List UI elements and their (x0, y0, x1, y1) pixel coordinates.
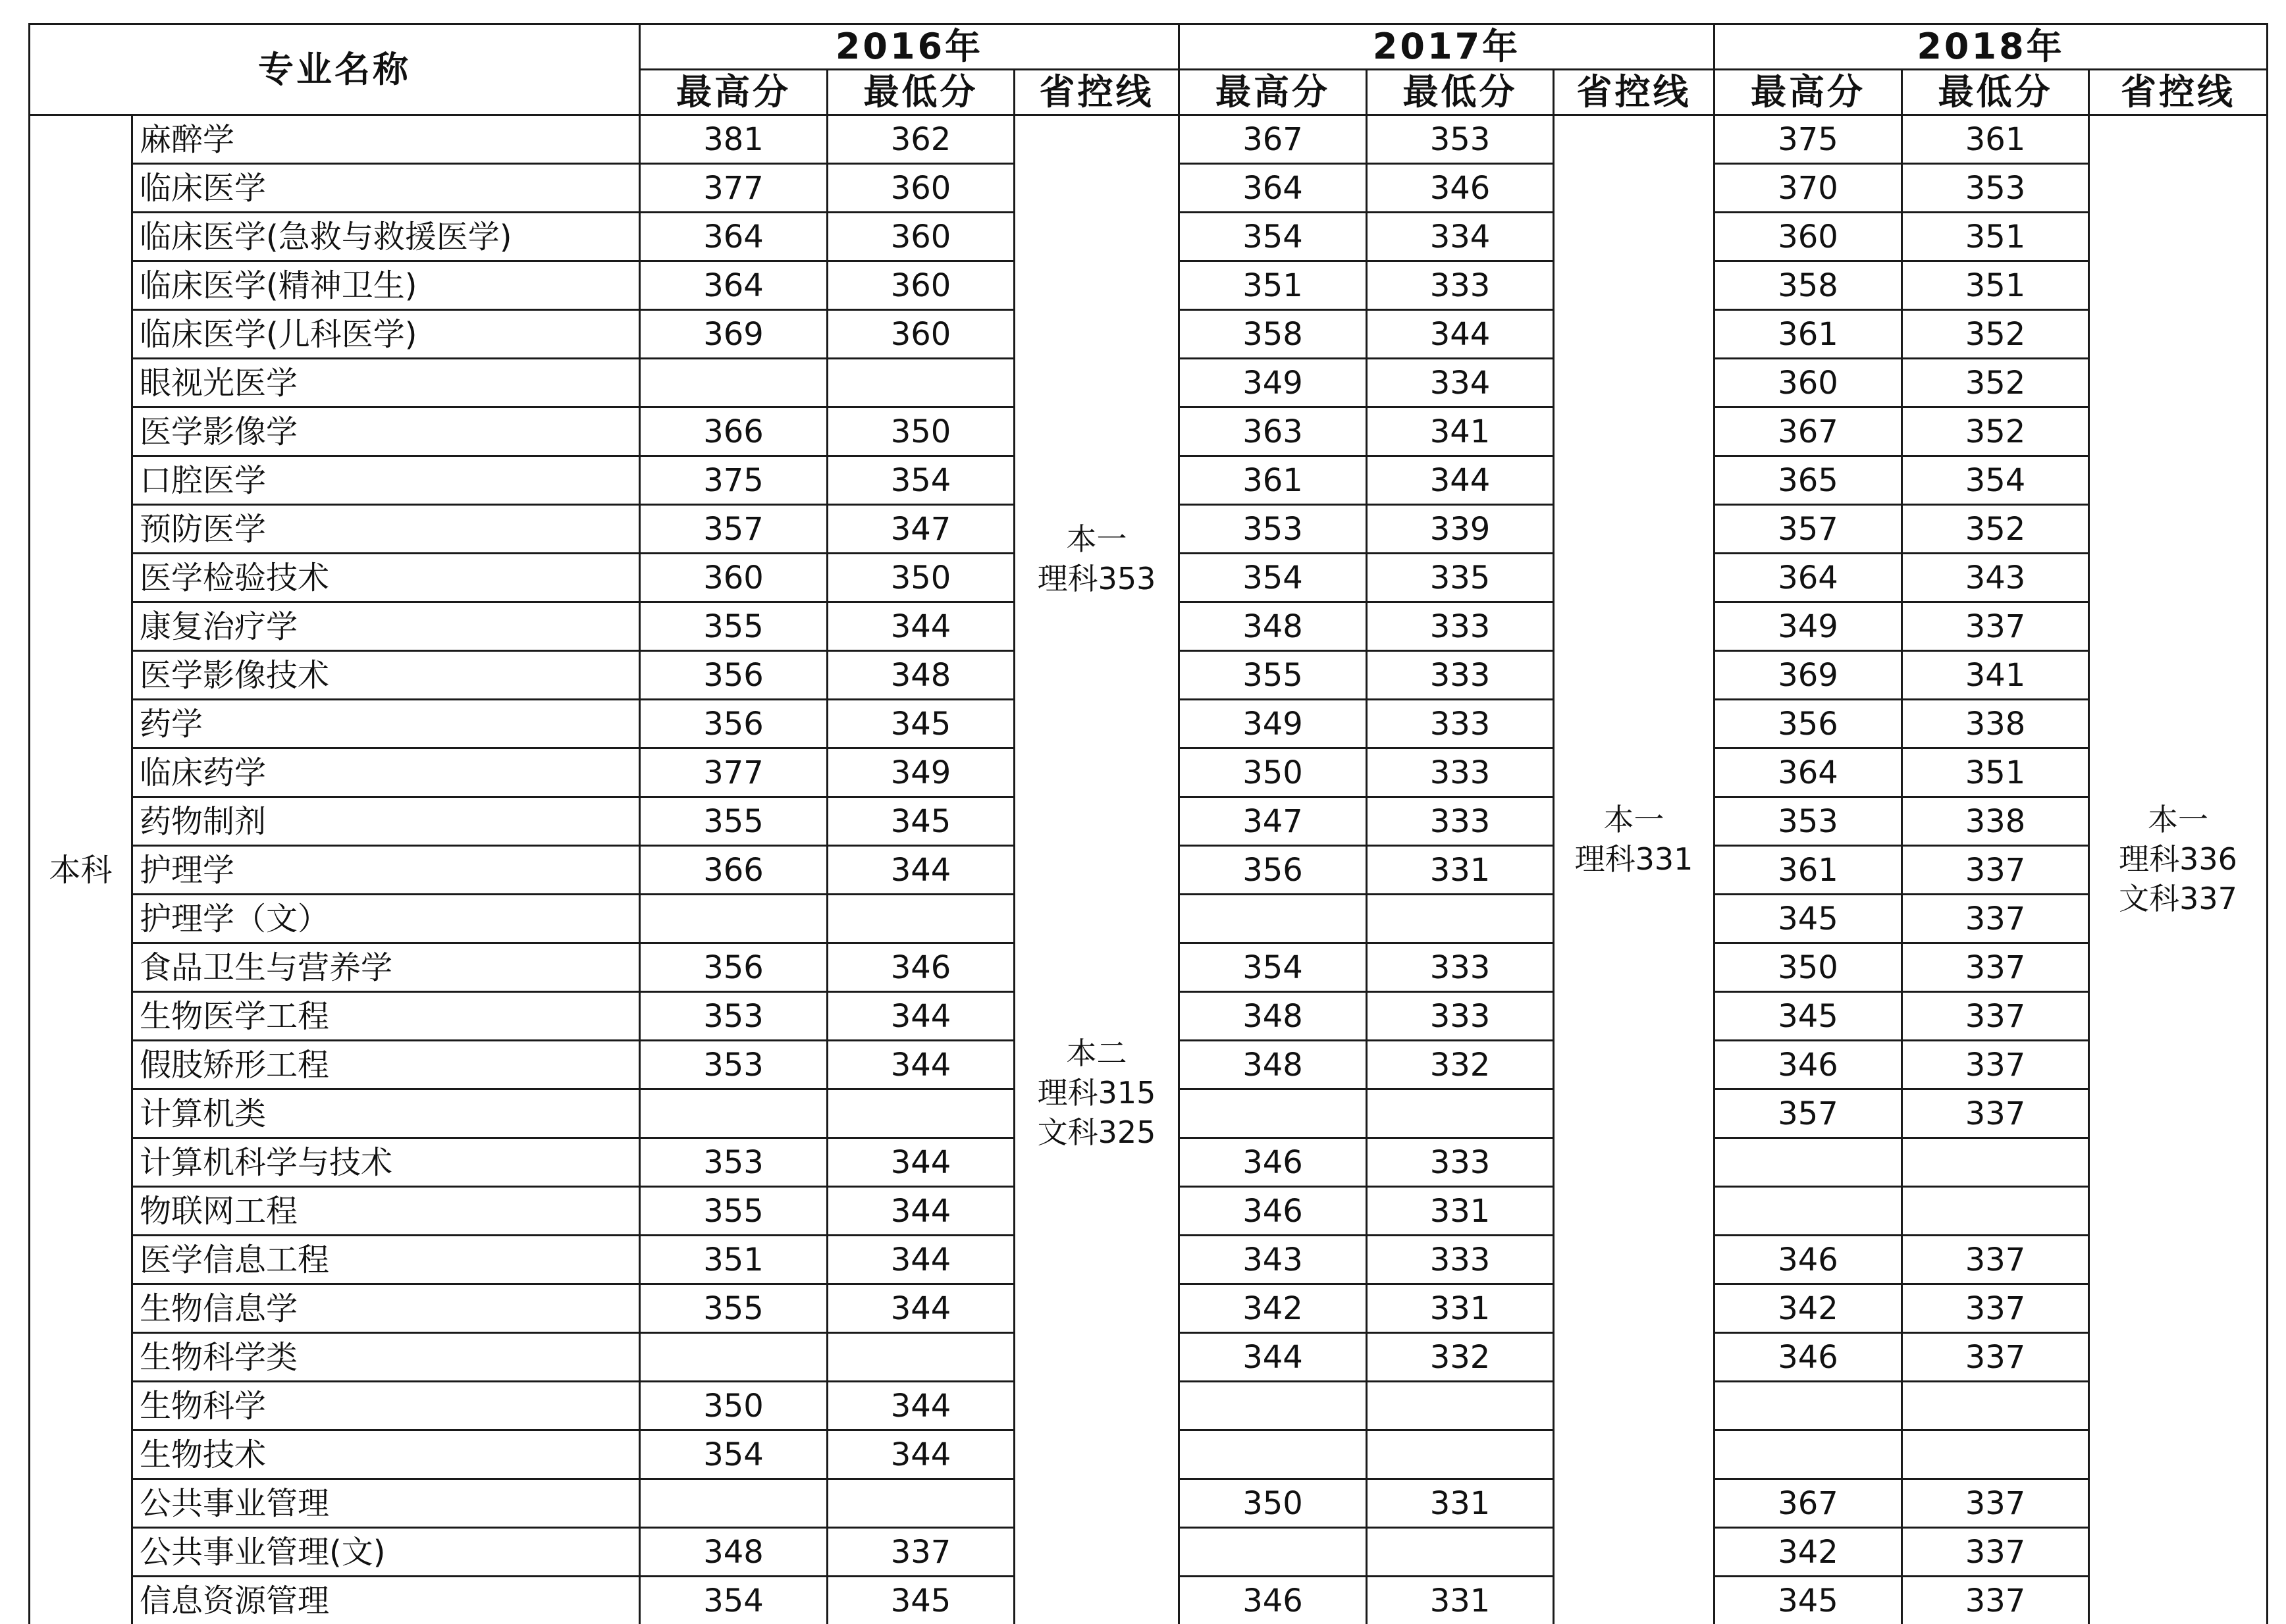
score-lowest-2017 (1367, 1430, 1554, 1479)
score-lowest-2017: 331 (1367, 1284, 1554, 1333)
score-lowest-2018: 337 (1902, 1528, 2089, 1577)
major-name-cell: 医学影像技术 (132, 651, 640, 700)
score-lowest-2017: 339 (1367, 505, 1554, 554)
score-highest-2016: 356 (640, 651, 828, 700)
score-lowest-2016: 360 (828, 164, 1015, 213)
control-2018-tier1-line: 本一 (2090, 800, 2266, 840)
score-highest-2018: 350 (1715, 943, 1902, 992)
score-highest-2017: 354 (1179, 943, 1367, 992)
score-lowest-2016: 344 (828, 1284, 1015, 1333)
score-lowest-2018: 341 (1902, 651, 2089, 700)
score-highest-2018: 361 (1715, 846, 1902, 895)
col-control-2018: 省控线 (2089, 70, 2268, 115)
score-lowest-2017: 332 (1367, 1041, 1554, 1089)
score-lowest-2018: 337 (1902, 895, 2089, 943)
major-name-cell: 生物技术 (132, 1430, 640, 1479)
score-highest-2016: 366 (640, 407, 828, 456)
score-highest-2018: 361 (1715, 310, 1902, 359)
score-lowest-2018: 337 (1902, 1479, 2089, 1528)
score-highest-2017: 348 (1179, 602, 1367, 651)
score-highest-2017: 364 (1179, 164, 1367, 213)
score-lowest-2016: 344 (828, 1041, 1015, 1089)
score-highest-2018: 367 (1715, 1479, 1902, 1528)
score-highest-2016: 350 (640, 1382, 828, 1430)
major-name-cell: 生物科学类 (132, 1333, 640, 1382)
score-highest-2017 (1179, 1528, 1367, 1577)
score-highest-2016: 353 (640, 1138, 828, 1187)
score-lowest-2016: 362 (828, 115, 1015, 164)
major-name-cell: 护理学（文） (132, 895, 640, 943)
score-highest-2016 (640, 1089, 828, 1138)
score-lowest-2018: 352 (1902, 359, 2089, 407)
score-highest-2016: 354 (640, 1430, 828, 1479)
score-lowest-2016: 346 (828, 943, 1015, 992)
table-row (30, 115, 2268, 164)
score-lowest-2018: 337 (1902, 943, 2089, 992)
score-highest-2018: 365 (1715, 456, 1902, 505)
score-highest-2017: 344 (1179, 1333, 1367, 1382)
score-highest-2016: 354 (640, 1577, 828, 1624)
major-name-cell: 医学信息工程 (132, 1236, 640, 1284)
score-highest-2016 (640, 1479, 828, 1528)
score-highest-2018: 345 (1715, 992, 1902, 1041)
score-lowest-2018: 337 (1902, 1333, 2089, 1382)
score-lowest-2017: 331 (1367, 1479, 1554, 1528)
score-highest-2017: 348 (1179, 1041, 1367, 1089)
score-lowest-2016: 344 (828, 1138, 1015, 1187)
score-lowest-2018 (1902, 1382, 2089, 1430)
score-lowest-2017: 333 (1367, 748, 1554, 797)
score-highest-2017: 346 (1179, 1577, 1367, 1624)
score-highest-2018: 370 (1715, 164, 1902, 213)
score-lowest-2016: 344 (828, 1382, 1015, 1430)
control-2016-tier1-line: 本一 (1015, 520, 1178, 560)
score-highest-2018: 345 (1715, 895, 1902, 943)
major-name-cell: 生物信息学 (132, 1284, 640, 1333)
score-lowest-2016: 354 (828, 456, 1015, 505)
score-highest-2018: 375 (1715, 115, 1902, 164)
score-lowest-2017: 333 (1367, 797, 1554, 846)
control-2016-tier2-line: 理科315 (1015, 1074, 1178, 1113)
year-2018-header: 2018年 (1715, 24, 2268, 70)
major-name-cell: 药学 (132, 700, 640, 748)
score-lowest-2018: 337 (1902, 1236, 2089, 1284)
major-name-cell: 临床药学 (132, 748, 640, 797)
score-lowest-2018: 338 (1902, 797, 2089, 846)
score-highest-2016 (640, 1333, 828, 1382)
score-lowest-2016 (828, 1479, 1015, 1528)
score-highest-2017: 349 (1179, 359, 1367, 407)
major-name-cell: 生物科学 (132, 1382, 640, 1430)
score-lowest-2016: 345 (828, 797, 1015, 846)
score-lowest-2016: 344 (828, 846, 1015, 895)
score-highest-2016: 366 (640, 846, 828, 895)
score-lowest-2016: 344 (828, 602, 1015, 651)
score-highest-2017: 348 (1179, 992, 1367, 1041)
score-highest-2018: 367 (1715, 407, 1902, 456)
major-name-cell: 计算机科学与技术 (132, 1138, 640, 1187)
col-highest-2016: 最高分 (640, 70, 828, 115)
score-lowest-2017: 331 (1367, 1577, 1554, 1624)
score-highest-2017: 349 (1179, 700, 1367, 748)
score-highest-2017 (1179, 1089, 1367, 1138)
control-2017-tier1 (1555, 800, 1713, 879)
col-lowest-2016: 最低分 (828, 70, 1015, 115)
control-line-2018 (2089, 115, 2268, 1624)
score-lowest-2018: 352 (1902, 505, 2089, 554)
score-highest-2017: 343 (1179, 1236, 1367, 1284)
score-highest-2017: 355 (1179, 651, 1367, 700)
major-name-cell: 信息资源管理 (132, 1577, 640, 1624)
score-lowest-2018: 338 (1902, 700, 2089, 748)
control-2017-tier1-line: 理科331 (1555, 840, 1713, 879)
score-lowest-2018: 361 (1902, 115, 2089, 164)
control-2016-tier1 (1015, 520, 1178, 599)
score-highest-2017: 350 (1179, 1479, 1367, 1528)
score-highest-2016: 356 (640, 700, 828, 748)
score-lowest-2017 (1367, 1528, 1554, 1577)
score-lowest-2016 (828, 1089, 1015, 1138)
col-lowest-2017: 最低分 (1367, 70, 1554, 115)
score-highest-2018: 357 (1715, 505, 1902, 554)
control-line-2017 (1554, 115, 1715, 1624)
score-highest-2017: 363 (1179, 407, 1367, 456)
major-name-cell: 临床医学 (132, 164, 640, 213)
score-lowest-2018: 354 (1902, 456, 2089, 505)
score-lowest-2016: 360 (828, 310, 1015, 359)
score-lowest-2017: 333 (1367, 943, 1554, 992)
score-lowest-2016: 337 (828, 1528, 1015, 1577)
major-name-cell: 预防医学 (132, 505, 640, 554)
score-highest-2016: 355 (640, 602, 828, 651)
category-cell: 本科 (30, 115, 132, 1624)
score-lowest-2018: 351 (1902, 261, 2089, 310)
score-lowest-2018: 352 (1902, 407, 2089, 456)
score-lowest-2018: 353 (1902, 164, 2089, 213)
score-highest-2016: 364 (640, 261, 828, 310)
col-highest-2018: 最高分 (1715, 70, 1902, 115)
admission-scores-table (28, 23, 2268, 1624)
score-lowest-2017: 344 (1367, 456, 1554, 505)
score-lowest-2016: 344 (828, 992, 1015, 1041)
score-lowest-2017: 334 (1367, 359, 1554, 407)
header-row-years (30, 24, 2268, 70)
control-2018-tier1 (2090, 800, 2266, 918)
major-name-cell: 麻醉学 (132, 115, 640, 164)
score-highest-2017: 354 (1179, 213, 1367, 261)
score-lowest-2017 (1367, 1089, 1554, 1138)
year-2016-header: 2016年 (640, 24, 1179, 70)
score-highest-2017: 346 (1179, 1138, 1367, 1187)
score-highest-2018: 346 (1715, 1333, 1902, 1382)
control-2018-tier1-line: 文科337 (2090, 879, 2266, 919)
score-lowest-2016: 347 (828, 505, 1015, 554)
score-lowest-2017: 344 (1367, 310, 1554, 359)
major-name-cell: 假肢矫形工程 (132, 1041, 640, 1089)
major-name-cell: 生物医学工程 (132, 992, 640, 1041)
score-highest-2017: 350 (1179, 748, 1367, 797)
score-lowest-2017: 335 (1367, 554, 1554, 602)
control-2017-tier1-line: 本一 (1555, 800, 1713, 840)
score-lowest-2018: 337 (1902, 992, 2089, 1041)
score-lowest-2016 (828, 895, 1015, 943)
score-lowest-2017: 331 (1367, 846, 1554, 895)
control-2016-tier1-line: 理科353 (1015, 560, 1178, 599)
col-lowest-2018: 最低分 (1902, 70, 2089, 115)
major-name-cell: 护理学 (132, 846, 640, 895)
major-name-cell: 眼视光医学 (132, 359, 640, 407)
major-name-cell: 公共事业管理 (132, 1479, 640, 1528)
score-highest-2016: 377 (640, 748, 828, 797)
score-highest-2018: 353 (1715, 797, 1902, 846)
score-lowest-2017 (1367, 1382, 1554, 1430)
score-lowest-2018: 337 (1902, 1284, 2089, 1333)
score-highest-2018: 360 (1715, 213, 1902, 261)
score-highest-2016: 381 (640, 115, 828, 164)
score-lowest-2018: 337 (1902, 1041, 2089, 1089)
score-lowest-2018: 337 (1902, 602, 2089, 651)
score-lowest-2016: 360 (828, 261, 1015, 310)
score-highest-2016: 369 (640, 310, 828, 359)
score-highest-2018: 357 (1715, 1089, 1902, 1138)
score-highest-2018: 349 (1715, 602, 1902, 651)
year-2017-header: 2017年 (1179, 24, 1715, 70)
col-control-2017: 省控线 (1554, 70, 1715, 115)
control-2016-tier2 (1015, 1034, 1178, 1152)
score-highest-2017: 354 (1179, 554, 1367, 602)
score-lowest-2016: 344 (828, 1236, 1015, 1284)
score-highest-2018: 358 (1715, 261, 1902, 310)
major-name-cell: 临床医学(急救与救援医学) (132, 213, 640, 261)
score-highest-2018 (1715, 1430, 1902, 1479)
score-highest-2017 (1179, 1430, 1367, 1479)
score-lowest-2018: 352 (1902, 310, 2089, 359)
score-lowest-2016: 344 (828, 1430, 1015, 1479)
score-highest-2016 (640, 359, 828, 407)
score-highest-2018: 342 (1715, 1528, 1902, 1577)
score-highest-2016: 360 (640, 554, 828, 602)
control-2016-tier2-line: 本二 (1015, 1034, 1178, 1074)
col-highest-2017: 最高分 (1179, 70, 1367, 115)
control-2016-tier2-line: 文科325 (1015, 1113, 1178, 1153)
score-lowest-2018: 351 (1902, 213, 2089, 261)
score-lowest-2017 (1367, 895, 1554, 943)
major-name-cell: 药物制剂 (132, 797, 640, 846)
score-highest-2017: 367 (1179, 115, 1367, 164)
score-highest-2016: 364 (640, 213, 828, 261)
score-highest-2017: 347 (1179, 797, 1367, 846)
score-highest-2016: 355 (640, 1187, 828, 1236)
score-lowest-2017: 333 (1367, 602, 1554, 651)
score-lowest-2016: 348 (828, 651, 1015, 700)
score-highest-2017: 346 (1179, 1187, 1367, 1236)
major-name-cell: 公共事业管理(文) (132, 1528, 640, 1577)
score-lowest-2017: 341 (1367, 407, 1554, 456)
score-highest-2018: 346 (1715, 1236, 1902, 1284)
score-highest-2016: 377 (640, 164, 828, 213)
score-lowest-2016: 344 (828, 1187, 1015, 1236)
score-highest-2016: 353 (640, 1041, 828, 1089)
score-highest-2018: 342 (1715, 1284, 1902, 1333)
score-highest-2016: 351 (640, 1236, 828, 1284)
score-lowest-2016 (828, 1333, 1015, 1382)
score-lowest-2018: 337 (1902, 1089, 2089, 1138)
score-highest-2018: 364 (1715, 748, 1902, 797)
score-highest-2018: 369 (1715, 651, 1902, 700)
score-lowest-2016: 349 (828, 748, 1015, 797)
score-highest-2016: 355 (640, 797, 828, 846)
score-highest-2018: 345 (1715, 1577, 1902, 1624)
major-name-header: 专业名称 (30, 24, 640, 115)
score-highest-2018 (1715, 1382, 1902, 1430)
score-highest-2017: 342 (1179, 1284, 1367, 1333)
major-name-cell: 物联网工程 (132, 1187, 640, 1236)
score-highest-2017: 361 (1179, 456, 1367, 505)
score-lowest-2016: 345 (828, 1577, 1015, 1624)
major-name-cell: 口腔医学 (132, 456, 640, 505)
control-2018-tier1-line: 理科336 (2090, 840, 2266, 879)
major-name-cell: 计算机类 (132, 1089, 640, 1138)
score-highest-2017 (1179, 895, 1367, 943)
score-highest-2017: 353 (1179, 505, 1367, 554)
score-highest-2018 (1715, 1187, 1902, 1236)
score-highest-2017: 351 (1179, 261, 1367, 310)
score-lowest-2016: 350 (828, 407, 1015, 456)
score-lowest-2017: 333 (1367, 1138, 1554, 1187)
score-lowest-2018 (1902, 1138, 2089, 1187)
score-lowest-2017: 333 (1367, 700, 1554, 748)
major-name-cell: 医学检验技术 (132, 554, 640, 602)
score-highest-2017: 358 (1179, 310, 1367, 359)
col-control-2016: 省控线 (1015, 70, 1179, 115)
score-highest-2016: 356 (640, 943, 828, 992)
score-lowest-2017: 331 (1367, 1187, 1554, 1236)
score-highest-2016: 375 (640, 456, 828, 505)
score-lowest-2017: 333 (1367, 651, 1554, 700)
control-line-2016 (1015, 115, 1179, 1624)
score-lowest-2017: 333 (1367, 261, 1554, 310)
score-highest-2018: 356 (1715, 700, 1902, 748)
score-lowest-2018 (1902, 1187, 2089, 1236)
score-highest-2018 (1715, 1138, 1902, 1187)
score-highest-2018: 364 (1715, 554, 1902, 602)
score-lowest-2016: 345 (828, 700, 1015, 748)
score-lowest-2016: 360 (828, 213, 1015, 261)
major-name-cell: 食品卫生与营养学 (132, 943, 640, 992)
score-lowest-2018: 343 (1902, 554, 2089, 602)
score-lowest-2017: 333 (1367, 992, 1554, 1041)
score-lowest-2017: 353 (1367, 115, 1554, 164)
major-name-cell: 康复治疗学 (132, 602, 640, 651)
score-lowest-2018 (1902, 1430, 2089, 1479)
score-lowest-2016 (828, 359, 1015, 407)
score-highest-2018: 360 (1715, 359, 1902, 407)
score-lowest-2017: 333 (1367, 1236, 1554, 1284)
score-lowest-2017: 334 (1367, 213, 1554, 261)
major-name-cell: 临床医学(儿科医学) (132, 310, 640, 359)
score-highest-2016: 357 (640, 505, 828, 554)
score-lowest-2016: 350 (828, 554, 1015, 602)
score-highest-2016: 353 (640, 992, 828, 1041)
score-highest-2017 (1179, 1382, 1367, 1430)
score-lowest-2017: 332 (1367, 1333, 1554, 1382)
score-lowest-2018: 337 (1902, 1577, 2089, 1624)
score-lowest-2017: 346 (1367, 164, 1554, 213)
score-lowest-2018: 337 (1902, 846, 2089, 895)
major-name-cell: 临床医学(精神卫生) (132, 261, 640, 310)
major-name-cell: 医学影像学 (132, 407, 640, 456)
score-highest-2016 (640, 895, 828, 943)
score-highest-2016: 348 (640, 1528, 828, 1577)
score-highest-2017: 356 (1179, 846, 1367, 895)
score-lowest-2018: 351 (1902, 748, 2089, 797)
score-highest-2018: 346 (1715, 1041, 1902, 1089)
score-highest-2016: 355 (640, 1284, 828, 1333)
